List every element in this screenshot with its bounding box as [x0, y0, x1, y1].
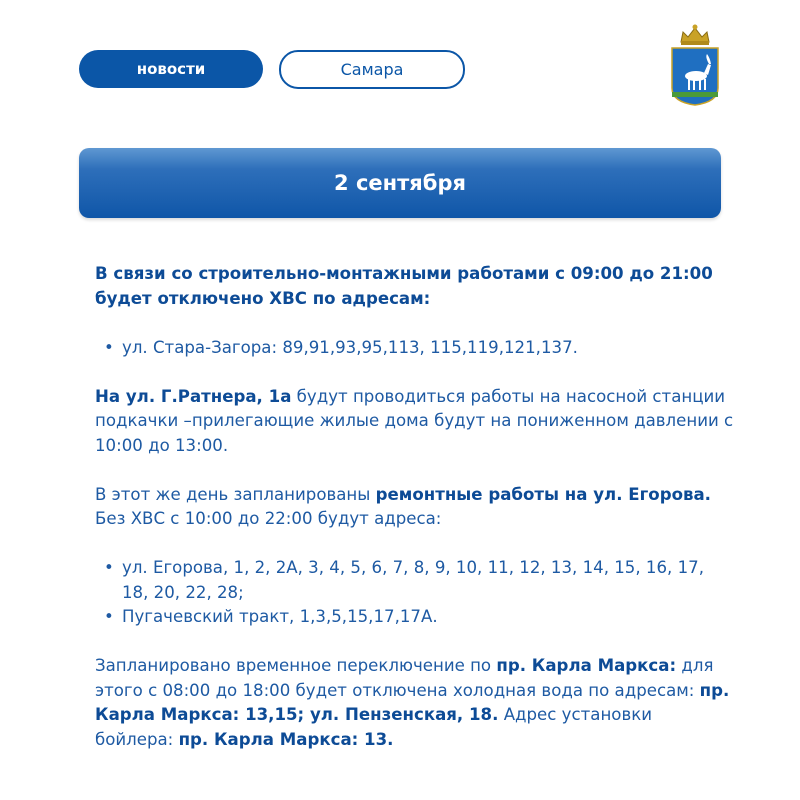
address-list-2: [95, 556, 735, 630]
egorova-bold: ремонтные работы на ул. Егорова.: [375, 484, 711, 504]
egorova-text-1: В этот же день запланированы: [95, 484, 376, 504]
list-item: • ул. Стара-Загора: 89,91,93,95,113, 115,119,121,137.: [95, 336, 735, 361]
address-list-1: [95, 336, 735, 361]
marksa-text-3: Адрес установки бойлера:: [95, 705, 653, 749]
marksa-bold-2: пр. Карла Маркса: 13,15; ул. Пензенская, 18.: [95, 680, 730, 724]
egorova-paragraph: [95, 483, 735, 532]
ratnera-text: будут проводиться работы на насосной станции подкачки –прилегающие жилые дома будут на пониженном давлении с 10:00 до 13:00.: [95, 386, 734, 455]
list-item: • ул. Егорова, 1, 2, 2А, 3, 4, 5, 6, 7, 8, 9, 10, 11, 12, 13, 14, 15, 16, 17, 18, 20, 22, 28;: [95, 556, 735, 605]
intro-text: В связи со строительно-монтажными работами с 09:00 до 21:00 будет отключено ХВС по адресам:: [95, 264, 713, 308]
news-tag[interactable]: новости: [79, 50, 263, 88]
marksa-bold-3: пр. Карла Маркса: 13.: [178, 729, 394, 749]
egorova-text-2: Без ХВС с 10:00 до 22:00 будут адреса:: [95, 509, 442, 528]
samara-coat-of-arms-icon: [669, 22, 721, 106]
list-item: • Пугачевский тракт, 1,3,5,15,17,17А.: [95, 605, 735, 630]
marksa-paragraph: [95, 654, 735, 752]
ratnera-bold: На ул. Г.Ратнера, 1а: [95, 386, 292, 406]
ratnera-paragraph: [95, 385, 735, 459]
date-banner: 2 сентября: [79, 148, 721, 218]
marksa-text-2: для этого с 08:00 до 18:00 будет отключена холодная вода по адресам:: [95, 656, 714, 700]
marksa-text-1: Запланировано временное переключение по: [95, 656, 497, 675]
marksa-bold-1: пр. Карла Маркса:: [496, 656, 677, 675]
city-tag[interactable]: Самара: [279, 50, 465, 89]
news-content: [95, 262, 735, 752]
